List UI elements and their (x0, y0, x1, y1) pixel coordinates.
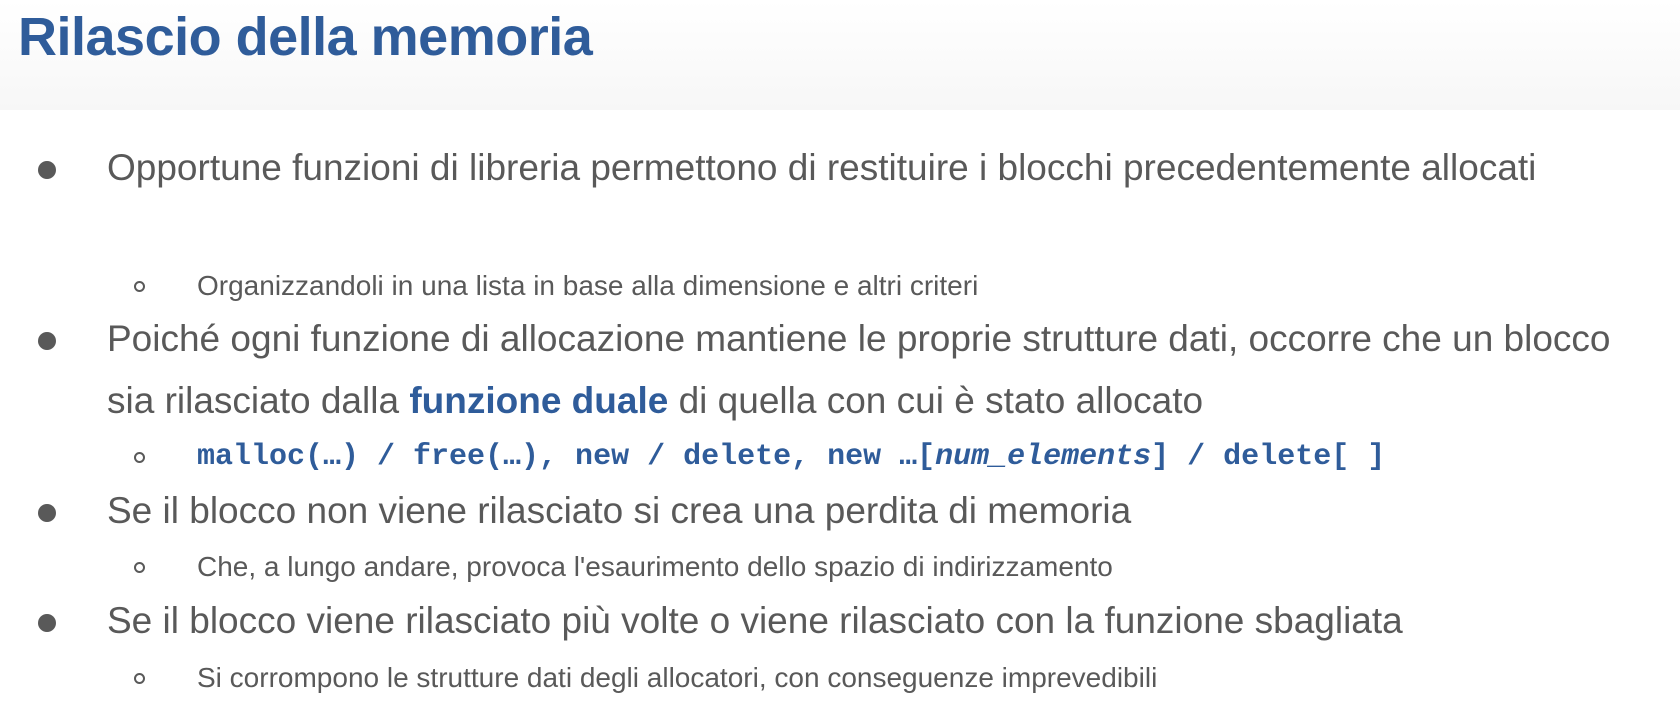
bullet-text: Opportune funzioni di libreria permettono di restituire i blocchi precedentemente allocati (107, 147, 1537, 188)
bullet-dot-icon (38, 161, 56, 179)
code-example (197, 437, 1657, 477)
highlight-term: funzione duale (409, 380, 669, 421)
bullet-dot-icon (38, 332, 56, 350)
bullet-text: Se il blocco non viene rilasciato si crea una perdita di memoria (107, 490, 1132, 531)
bullet-dot-icon (38, 504, 56, 522)
slide-title: Rilascio della memoria (18, 7, 593, 67)
code-part-1: malloc(…) / free(…), new / delete, new …[ (197, 440, 936, 474)
code-part-2: ] / delete[ ] (1151, 440, 1386, 474)
sub-bullet-text: Organizzandoli in una lista in base alla dimensione e altri criteri (197, 270, 979, 301)
bullet-text-before: Poiché ogni funzione di allocazione mantiene le proprie strutture dati, occorre che un blocco sia rilasciato dalla (107, 318, 1611, 421)
bullet-text: Se il blocco viene rilasciato più volte o viene rilasciato con la funzione sbagliata (107, 600, 1403, 641)
bullet-text-after: di quella con cui è stato allocato (678, 380, 1204, 421)
sub-bullet-ring-icon (134, 452, 145, 463)
bullet-text (107, 308, 1662, 432)
bullet-dot-icon (38, 614, 56, 632)
sub-bullet-text: Si corrompono le strutture dati degli allocatori, con conseguenze imprevedibili (197, 662, 1158, 693)
code-italic-param: num_elements (935, 440, 1152, 474)
sub-bullet-ring-icon (134, 562, 145, 573)
sub-bullet-ring-icon (134, 281, 145, 292)
sub-bullet-ring-icon (134, 673, 145, 684)
sub-bullet-text: Che, a lungo andare, provoca l'esaurimento dello spazio di indirizzamento (197, 551, 1113, 582)
